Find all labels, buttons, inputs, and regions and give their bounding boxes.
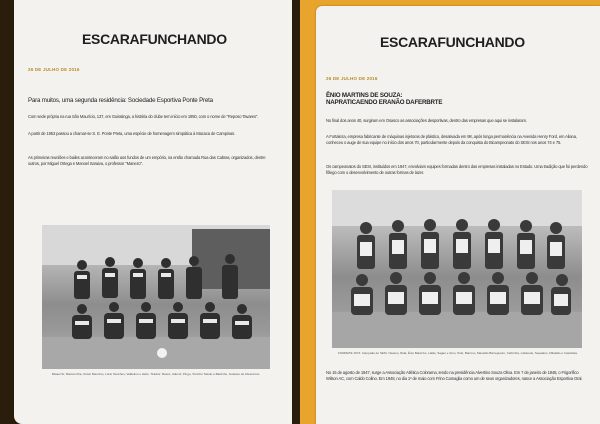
paragraph: No 15 de agosto de 1947, surge a Associação Atlética Colorama, tendo na presidência Alvertino Souza Oliva. Em 7 de janeiro de 1948, o Frigorífico Wilson AC, com Caldo Colino. Em 1948, no dia 1º de maio com Frino Camaglia como um de seus organizadores, nasce a Associação Esportiva Oral. xyxy=(326,370,583,381)
right-page xyxy=(316,6,600,424)
team-photo-figures xyxy=(332,190,582,348)
left-page xyxy=(14,0,292,424)
photo-caption: FORMATE 1974: Campeão do SESI. Osasco, Dida, Ênio Baixinho, Latão, Sagan e Gino, Pelé, Barroso, Manelão Barregueiro, Cabrinha, Labaredo, Sepalano, Milsatão e Castelista. xyxy=(338,351,578,355)
paragraph: A partir de 1953 passou a chamar-se S. E. Ponte Preta, uma espécie de homenagem simpática à Macaca de Campinas. xyxy=(28,131,236,136)
post-date: 26 DE JULHO DE 2016 xyxy=(28,67,80,72)
paragraph: No final dos anos 40, surgiram em Osasco as associações desportivas, dentro das empresas que aqui se instalaram. xyxy=(326,118,527,123)
heading-line-2: NAPRATICAENDO ERANÃO DAFERBRTE xyxy=(326,99,443,106)
paragraph: As primeiras reuniões e bailes aconteceram no salão aos fundos de um empório, na então chamada Rua das Cabras, organizados, dentre outros, por Miguel Ortega e Manoel Saraiva, o professor "Manezo". xyxy=(28,155,266,166)
photo-caption: Misael Sr, Marcos Ilha, Oscar Maurício, Lúcio Sanches, Valdelino e Helio. Tirados: Rosco, Ademir, Pingo, Toninho Toledo e Baixinho, Gustavo do Abraomino. xyxy=(51,372,261,376)
heading-line-1: ÊNIO MARTINS DE SOUZA: xyxy=(326,92,403,99)
paragraph: Com sede própria na rua São Maurício, 137, em Guiratinga, a história do clube tem início em 1950, com o nome de "Reposo Tavares". xyxy=(28,114,259,119)
article-heading xyxy=(326,92,566,106)
paragraph: Os campeonatos do SESI, instituídos em 1947, envolviam equipes formadas dentro das empresas instaladas no Estado. Uma tradição que foi perdendo fôlego com o desenvolvimento de outras formas de lazer. xyxy=(326,164,588,175)
page-title: ESCARAFUNCHANDO xyxy=(380,34,525,50)
page-title: ESCARAFUNCHANDO xyxy=(82,31,227,47)
team-photo xyxy=(42,225,270,369)
post-date: 26 DE JULHO DE 2016 xyxy=(326,76,378,81)
team-photo xyxy=(332,190,582,348)
paragraph: A Fortaleza, empresa fabricante de máquinas injetoras de plástico, desativada em 98, após longa permanência na Avenida Henry Ford, em Aliana, conheceu o auge de sua equipe no início dos anos 70, particularmente depois da conquista do Bicampeonato do SESI nos anos 74 e 75. xyxy=(326,134,577,145)
article-heading: Para muitos, uma segunda residência: Sociedade Esportiva Ponte Preta xyxy=(28,97,213,104)
team-photo-figures xyxy=(42,225,270,369)
